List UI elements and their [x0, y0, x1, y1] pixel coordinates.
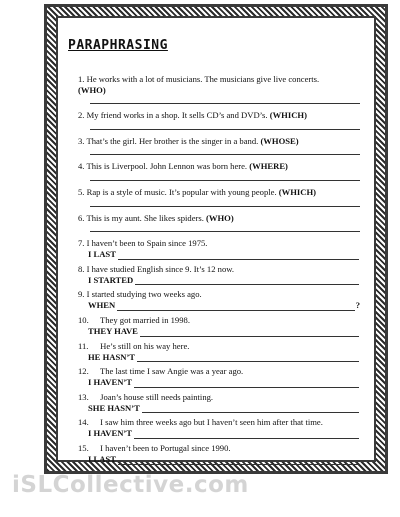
exercise-8	[78, 264, 360, 286]
answer-line[interactable]	[90, 223, 360, 232]
answer-prompt-line[interactable]	[88, 428, 360, 439]
exercise-number: 3.	[78, 135, 85, 146]
answer-line[interactable]	[142, 404, 359, 413]
exercise-3	[78, 136, 360, 156]
exercise-sentence: This is Liverpool. John Lennon was born here.	[86, 161, 250, 172]
exercise-11	[78, 341, 360, 363]
exercise-sentence: This is my aunt. She likes spiders.	[86, 212, 207, 223]
exercise-15	[78, 443, 360, 465]
exercise-number: 15.	[78, 442, 89, 453]
exercise-7	[78, 238, 360, 260]
exercise-number: 4.	[78, 161, 85, 172]
answer-prompt-line[interactable]	[88, 454, 360, 465]
exercise-sentence: They got married in 1998.	[100, 314, 190, 325]
exercise-number: 8.	[78, 263, 85, 274]
exercise-number: 6.	[78, 212, 85, 223]
exercise-number: 13.	[78, 391, 89, 402]
exercise-hint: (WHOSE)	[260, 135, 299, 146]
answer-prompt: HE HASN’T	[88, 351, 136, 362]
site-watermark: iSLCollective.com	[12, 472, 249, 498]
exercise-sentence: Rap is a style of music. It’s popular with young people.	[86, 186, 279, 197]
answer-prompt-line[interactable]	[88, 351, 360, 362]
answer-prompt-line[interactable]	[88, 274, 360, 285]
exercise-sentence: Joan’s house still needs painting.	[100, 391, 214, 402]
exercise-sentence: He works with a lot of musicians. The musicians give live concerts.	[86, 74, 320, 84]
exercise-number: 9.	[78, 289, 85, 300]
answer-line[interactable]	[140, 328, 359, 337]
answer-prompt-line[interactable]: WHEN ?	[88, 300, 360, 311]
answer-prompt: I HAVEN’T	[88, 428, 133, 439]
exercise-hint: (WHO)	[78, 84, 106, 95]
exercise-number: 7.	[78, 238, 85, 249]
answer-prompt: I STARTED	[88, 274, 134, 285]
exercise-number: 10.	[78, 314, 89, 325]
exercise-number: 11.	[78, 340, 89, 351]
exercise-1	[78, 74, 360, 104]
exercise-9	[78, 289, 360, 311]
answer-line[interactable]	[134, 379, 359, 388]
answer-line[interactable]	[134, 430, 359, 439]
exercise-sentence: I saw him three weeks ago but I haven’t seen him after that time.	[100, 417, 323, 428]
answer-line[interactable]	[118, 251, 359, 260]
exercise-13	[78, 392, 360, 414]
answer-line[interactable]	[137, 353, 359, 362]
exercise-hint: (WHICH)	[278, 186, 316, 197]
answer-prompt: THEY HAVE	[88, 325, 138, 336]
answer-prompt-line[interactable]	[88, 402, 360, 413]
answer-prompt-line[interactable]	[88, 249, 360, 260]
answer-line[interactable]	[90, 146, 360, 155]
exercise-10	[78, 315, 360, 337]
exercise-2	[78, 110, 360, 130]
answer-line[interactable]	[90, 172, 360, 181]
exercise-number: 14.	[78, 417, 89, 428]
exercise-number: 12.	[78, 366, 89, 377]
answer-line[interactable]	[135, 276, 359, 285]
answer-prompt: WHEN	[88, 300, 116, 311]
exercise-sentence: I have studied English since 9. It’s 12 now.	[86, 263, 235, 274]
answer-prompt: I LAST	[88, 249, 116, 260]
answer-line[interactable]	[90, 95, 360, 104]
exercise-hint: (WHICH)	[269, 110, 307, 121]
exercise-sentence: The last time I saw Angie was a year ago.	[100, 366, 244, 377]
exercise-list	[78, 74, 360, 469]
exercise-hint: (WHERE)	[249, 161, 288, 172]
exercise-number: 1.	[78, 74, 85, 84]
exercise-12	[78, 366, 360, 388]
worksheet-title: PARAPHRASING	[68, 38, 168, 53]
answer-prompt: I HAVEN’T	[88, 377, 133, 388]
answer-line[interactable]	[90, 198, 360, 207]
exercise-number: 2.	[78, 110, 85, 121]
exercise-sentence: My friend works in a shop. It sells CD’s and DVD’s.	[86, 110, 270, 121]
exercise-sentence: I haven’t been to Spain since 1975.	[86, 238, 208, 249]
exercise-sentence: I started studying two weeks ago.	[86, 289, 202, 300]
exercise-6	[78, 213, 360, 233]
answer-line[interactable]	[117, 302, 354, 311]
exercise-number: 5.	[78, 186, 85, 197]
answer-prompt: I LAST	[88, 453, 116, 464]
answer-line[interactable]	[90, 121, 360, 130]
answer-prompt-line[interactable]	[88, 326, 360, 337]
answer-line[interactable]	[118, 456, 359, 465]
exercise-5	[78, 187, 360, 207]
exercise-hint: (WHO)	[206, 212, 234, 223]
exercise-sentence: I haven’t been to Portugal since 1990.	[100, 442, 231, 453]
exercise-sentence: He’s still on his way here.	[100, 340, 190, 351]
exercise-14	[78, 417, 360, 439]
exercise-sentence: That’s the girl. Her brother is the singer in a band.	[86, 135, 261, 146]
answer-prompt: SHE HASN’T	[88, 402, 140, 413]
answer-prompt-line[interactable]	[88, 377, 360, 388]
exercise-4	[78, 161, 360, 181]
